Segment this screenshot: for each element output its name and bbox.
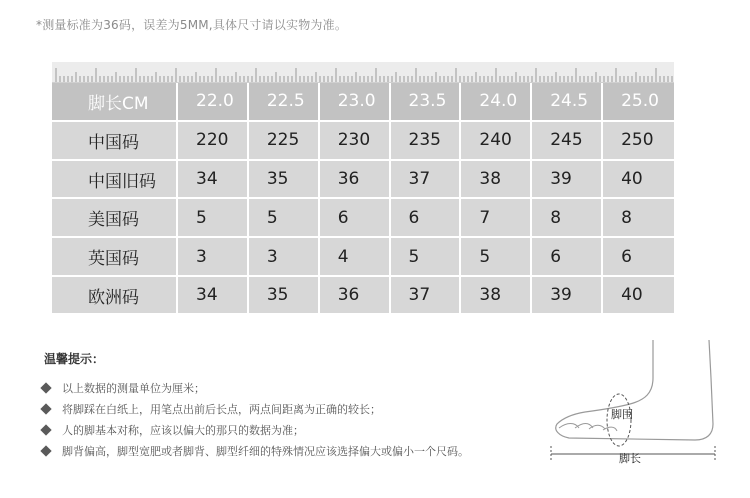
row-label: 中国旧码 [52, 161, 178, 200]
measurement-note: *测量标准为36码，误差为5MM,具体尺寸请以实物为准。 [36, 18, 348, 32]
table-cell: 240 [461, 122, 532, 161]
diamond-bullet-icon [40, 424, 51, 435]
size-chart [52, 82, 674, 313]
tip-text: 脚背偏高，脚型宽肥或者脚背、脚型纤细的特殊情况应该选择偏大或偏小一个尺码。 [62, 445, 469, 458]
tip-text: 将脚踩在白纸上，用笔点出前后长点，两点间距离为正确的较长； [62, 403, 381, 416]
table-cell: 38 [461, 161, 532, 200]
table-cell: 39 [532, 161, 603, 200]
table-cell: 8 [603, 199, 674, 238]
header-cell: 23.0 [320, 83, 391, 122]
table-row [52, 161, 674, 200]
foot-diagram [545, 338, 720, 468]
foot-illustration [545, 338, 720, 468]
header-cell: 25.0 [603, 83, 674, 122]
table-cell: 5 [391, 238, 462, 277]
header-cell: 22.0 [178, 83, 249, 122]
tip-item [40, 420, 469, 441]
table-cell: 7 [461, 199, 532, 238]
row-label: 英国码 [52, 238, 178, 277]
tip-item [40, 378, 469, 399]
header-row [52, 83, 674, 122]
table-cell: 235 [391, 122, 462, 161]
size-table [52, 83, 674, 313]
table-cell: 6 [391, 199, 462, 238]
table-cell: 8 [532, 199, 603, 238]
table-cell: 35 [249, 161, 320, 200]
table-cell: 5 [461, 238, 532, 277]
table-cell: 40 [603, 161, 674, 200]
diamond-bullet-icon [40, 403, 51, 414]
tips-list [40, 378, 469, 462]
table-cell: 39 [532, 277, 603, 313]
table-cell: 225 [249, 122, 320, 161]
table-cell: 250 [603, 122, 674, 161]
header-cell: 24.0 [461, 83, 532, 122]
table-cell: 5 [249, 199, 320, 238]
table-row [52, 277, 674, 313]
row-label: 欧洲码 [52, 277, 178, 313]
header-cell: 23.5 [391, 83, 462, 122]
table-cell: 4 [320, 238, 391, 277]
header-cell: 24.5 [532, 83, 603, 122]
table-cell: 3 [178, 238, 249, 277]
table-cell: 245 [532, 122, 603, 161]
table-cell: 230 [320, 122, 391, 161]
table-cell: 36 [320, 161, 391, 200]
table-cell: 34 [178, 277, 249, 313]
header-cell: 22.5 [249, 83, 320, 122]
table-cell: 6 [532, 238, 603, 277]
table-row [52, 122, 674, 161]
table-cell: 220 [178, 122, 249, 161]
diamond-bullet-icon [40, 382, 51, 393]
ruler-ticks [52, 62, 674, 82]
circumference-label: 脚围 [611, 408, 633, 421]
diamond-bullet-icon [40, 445, 51, 456]
table-cell: 34 [178, 161, 249, 200]
tip-text: 人的脚基本对称，应该以偏大的那只的数据为准； [62, 424, 304, 437]
row-label: 中国码 [52, 122, 178, 161]
table-cell: 40 [621, 285, 643, 306]
table-row [52, 238, 674, 277]
tip-item [40, 399, 469, 420]
table-cell: 36 [320, 277, 391, 313]
length-label: 脚长 [619, 452, 641, 465]
tip-text: 以上数据的测量单位为厘米； [62, 382, 205, 395]
header-label: 脚长CM [52, 83, 178, 122]
ruler-strip [52, 62, 674, 82]
table-cell: 6 [320, 199, 391, 238]
table-cell: 6 [603, 238, 674, 277]
tip-item [40, 441, 469, 462]
table-row [52, 199, 674, 238]
table-cell: 37 [391, 161, 462, 200]
table-cell: 35 [249, 277, 320, 313]
tips-title: 温馨提示： [44, 352, 105, 366]
row-label: 美国码 [52, 199, 178, 238]
table-cell: 5 [178, 199, 249, 238]
table-cell: 38 [461, 277, 532, 313]
table-cell: 37 [391, 277, 462, 313]
table-cell: 3 [249, 238, 320, 277]
